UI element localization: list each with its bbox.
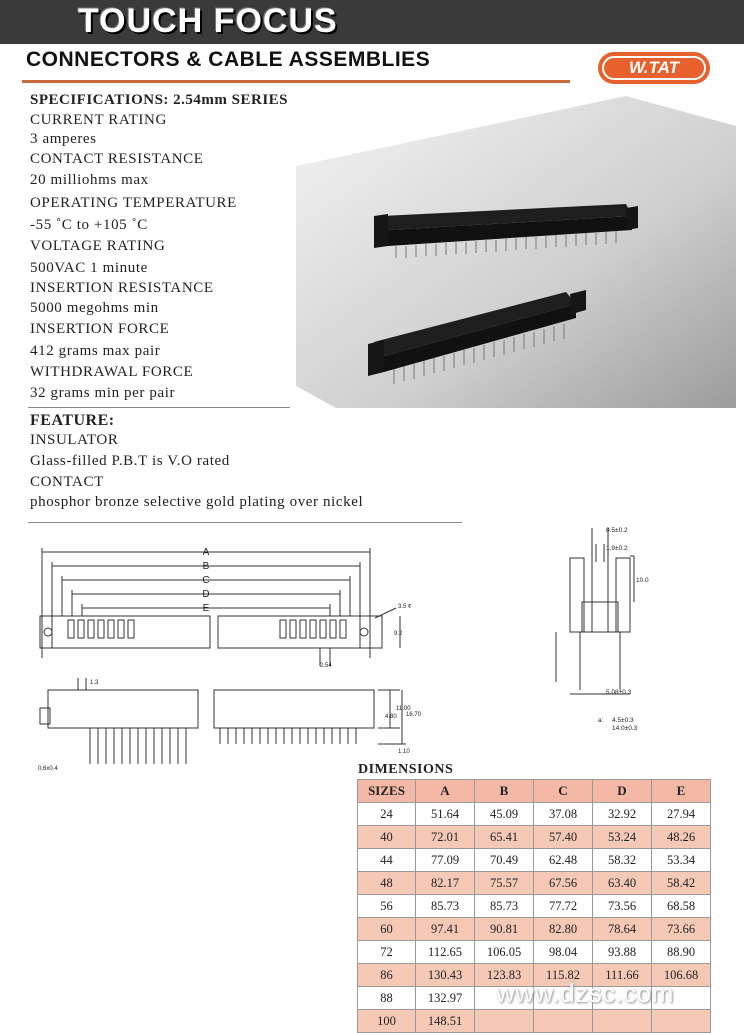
spec-value: 32 grams min per pair <box>30 385 176 401</box>
table-cell: 111.66 <box>593 964 652 987</box>
table-cell: 75.57 <box>475 872 534 895</box>
table-cell: 70.49 <box>475 849 534 872</box>
section-divider <box>28 407 290 408</box>
specifications-title: SPECIFICATIONS: 2.54mm SERIES <box>30 92 289 108</box>
feature-value: phosphor bronze selective gold plating over nickel <box>30 494 364 510</box>
table-cell: 53.34 <box>652 849 711 872</box>
table-cell: 51.64 <box>416 803 475 826</box>
table-cell: 77.09 <box>416 849 475 872</box>
table-cell: 123.83 <box>475 964 534 987</box>
connector-photo <box>296 96 736 408</box>
table-cell: 44 <box>358 849 416 872</box>
table-cell: 130.43 <box>416 964 475 987</box>
company-logo <box>598 52 710 84</box>
table-cell: 53.24 <box>593 826 652 849</box>
spec-value: 412 grams max pair <box>30 343 161 359</box>
table-cell: 56 <box>358 895 416 918</box>
table-cell: 85.73 <box>416 895 475 918</box>
feature-label: CONTACT <box>30 474 104 490</box>
table-cell: 85.73 <box>475 895 534 918</box>
table-cell: 100 <box>358 1010 416 1033</box>
table-cell: 93.88 <box>593 941 652 964</box>
page-subtitle: CONNECTORS & CABLE ASSEMBLIES <box>26 48 431 71</box>
table-cell: 27.94 <box>652 803 711 826</box>
table-cell: 73.66 <box>652 918 711 941</box>
dimensions-title: DIMENSIONS <box>358 762 454 777</box>
table-cell: 48 <box>358 872 416 895</box>
table-cell: 45.09 <box>475 803 534 826</box>
table-cell: 148.51 <box>416 1010 475 1033</box>
table-cell: 98.04 <box>534 941 593 964</box>
height-label: 9.2 <box>394 631 403 637</box>
table-cell <box>475 1010 534 1033</box>
table-cell: 88 <box>358 987 416 1010</box>
table-cell <box>652 1010 711 1033</box>
cross-section-drawing <box>540 522 740 742</box>
table-cell: 40 <box>358 826 416 849</box>
spec-value: 20 milliohms max <box>30 172 149 188</box>
table-cell <box>593 1010 652 1033</box>
spec-label: VOLTAGE RATING <box>30 238 166 254</box>
logo-text: W.TAT <box>602 56 706 80</box>
note-prefix: a: <box>598 717 604 724</box>
feature-label: INSULATOR <box>30 432 119 448</box>
dim-b-label: B <box>202 561 210 572</box>
height-label: 16.70 <box>406 712 422 718</box>
column-header: B <box>475 780 534 803</box>
table-cell: 86 <box>358 964 416 987</box>
table-cell: 72 <box>358 941 416 964</box>
brand-title: TOUCH FOCUS <box>78 2 338 40</box>
spec-note: 4.5±0.3 <box>612 717 634 724</box>
spec-note: 14.0±0.3 <box>612 725 638 732</box>
table-cell: 24 <box>358 803 416 826</box>
table-header-row <box>358 780 711 803</box>
table-cell: 72.01 <box>416 826 475 849</box>
table-cell: 90.81 <box>475 918 534 941</box>
spec-value: -55 ˚C to +105 ˚C <box>30 217 148 233</box>
table-cell: 106.05 <box>475 941 534 964</box>
column-header: A <box>416 780 475 803</box>
table-cell: 77.72 <box>534 895 593 918</box>
table-cell: 65.41 <box>475 826 534 849</box>
table-cell: 82.17 <box>416 872 475 895</box>
table-cell: 62.48 <box>534 849 593 872</box>
table-cell: 37.08 <box>534 803 593 826</box>
top-view-drawing <box>30 538 410 668</box>
table-cell: 63.40 <box>593 872 652 895</box>
table-cell: 60 <box>358 918 416 941</box>
table-cell: 78.64 <box>593 918 652 941</box>
height-label: 10.0 <box>636 577 649 584</box>
spec-label: CURRENT RATING <box>30 112 167 128</box>
hole-label: 3.5 ¢ <box>398 604 412 610</box>
table-cell: 115.82 <box>534 964 593 987</box>
feature-value: Glass-filled P.B.T is V.O rated <box>30 453 230 469</box>
table-row <box>358 826 711 849</box>
dim-c-label: C <box>202 575 210 586</box>
title-underline <box>22 80 570 83</box>
table-cell: 32.92 <box>593 803 652 826</box>
spec-value: 3 amperes <box>30 131 97 147</box>
spec-value: 5000 megohms min <box>30 300 159 316</box>
table-cell: 58.32 <box>593 849 652 872</box>
column-header: C <box>534 780 593 803</box>
pin-size-label: 0.6x0.4 <box>38 766 58 772</box>
column-header: E <box>652 780 711 803</box>
table-cell: 106.68 <box>652 964 711 987</box>
table-cell: 57.40 <box>534 826 593 849</box>
pitch-label: 1.3 <box>90 680 99 686</box>
column-header: SIZES <box>358 780 416 803</box>
pin-length-label: 1.10 <box>398 749 410 755</box>
height-label: 4.80 <box>385 714 397 720</box>
dim-d-label: D <box>202 589 210 600</box>
section-divider <box>28 522 462 523</box>
spec-label: INSERTION RESISTANCE <box>30 280 214 296</box>
table-cell: 73.56 <box>593 895 652 918</box>
table-cell: 67.56 <box>534 872 593 895</box>
table-row <box>358 872 711 895</box>
side-view-drawing <box>30 674 430 774</box>
spec-label: INSERTION FORCE <box>30 321 170 337</box>
table-cell <box>534 1010 593 1033</box>
table-row <box>358 895 711 918</box>
table-cell: 112.65 <box>416 941 475 964</box>
table-row <box>358 1010 711 1033</box>
width-label: 5.08±0.3 <box>606 689 632 696</box>
pitch-label: 2.54 <box>320 663 332 669</box>
spacing-label: 0.5±0.2 <box>606 527 628 534</box>
table-row <box>358 849 711 872</box>
table-cell: 88.90 <box>652 941 711 964</box>
spec-label: OPERATING TEMPERATURE <box>30 195 237 211</box>
dim-e-label: E <box>202 603 210 614</box>
table-row <box>358 941 711 964</box>
table-cell: 82.80 <box>534 918 593 941</box>
spec-value: 500VAC 1 minute <box>30 260 148 276</box>
feature-title: FEATURE: <box>30 412 115 429</box>
dim-a-label: A <box>202 547 210 558</box>
table-cell: 58.42 <box>652 872 711 895</box>
table-row <box>358 918 711 941</box>
table-cell: 132.97 <box>416 987 475 1010</box>
height-label: 11.00 <box>396 706 411 712</box>
table-row <box>358 803 711 826</box>
spacing-label: 1.9±0.2 <box>606 545 628 552</box>
spec-label: CONTACT RESISTANCE <box>30 151 204 167</box>
table-cell: 68.58 <box>652 895 711 918</box>
table-cell: 48.26 <box>652 826 711 849</box>
table-cell: 97.41 <box>416 918 475 941</box>
watermark-text: www.dzsc.com <box>496 978 674 1008</box>
column-header: D <box>593 780 652 803</box>
spec-label: WITHDRAWAL FORCE <box>30 364 194 380</box>
